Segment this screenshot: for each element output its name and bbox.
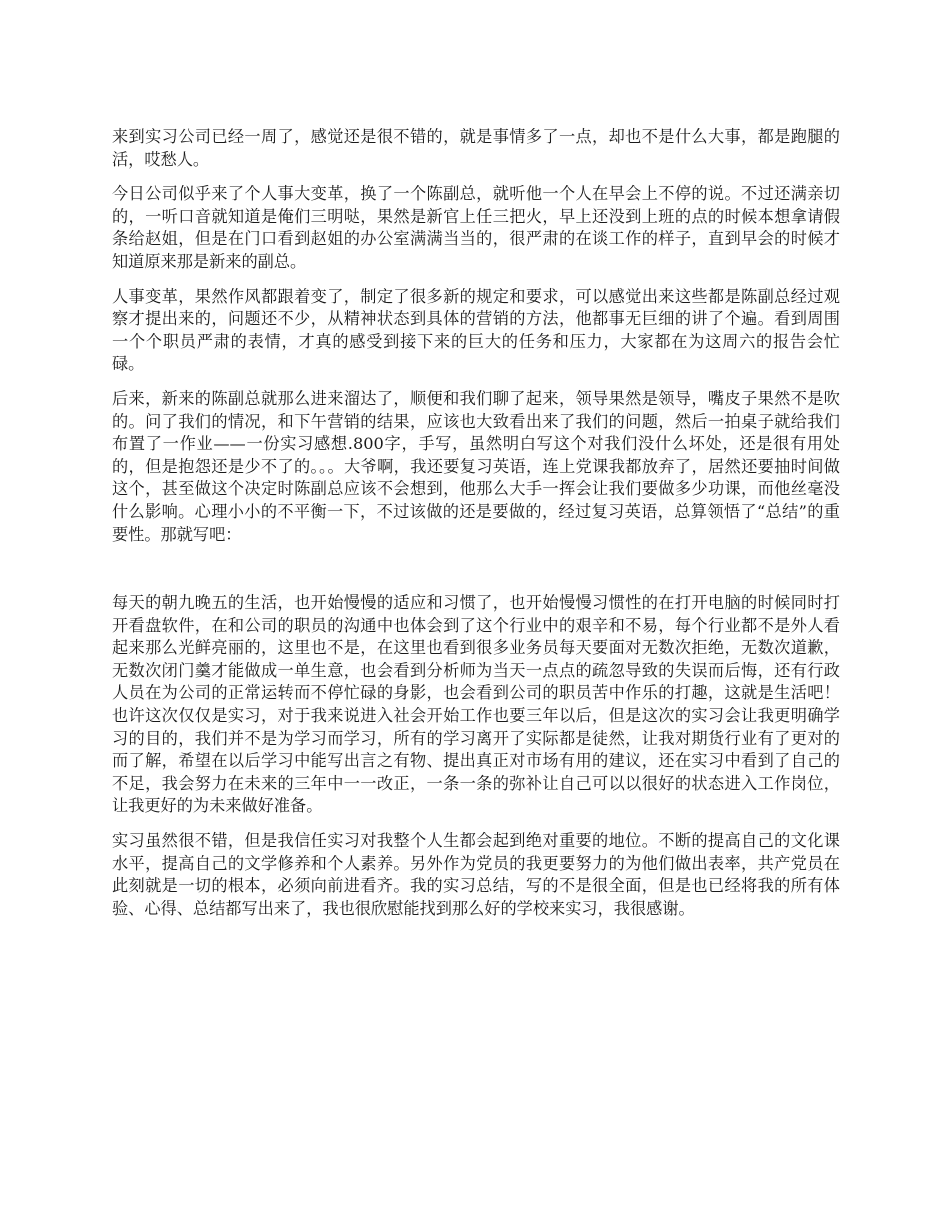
paragraph-conclusion: 实习虽然很不错，但是我信任实习对我整个人生都会起到绝对重要的地位。不断的提高自己的文化课水平，提高自己的文学修养和个人素养。另外作为党员的我更要努力的为他们做出表率，共产党员在此刻就是一切的根本，必须向前进看齐。我的实习总结，写的不是很全面，但是也已经将我的所有体验、心得、总结都写出来了，我也很欣慰能找到那么好的学校来实习，我很感谢。 (112, 831, 840, 918)
paragraph-new-vice-president: 今日公司似乎来了个人事大变革，换了一个陈副总，就听他一个人在早会上不停的说。不过还满亲切的，一听口音就知道是俺们三明哒，果然是新官上任三把火，早上还没到上班的点的时候本想拿请假条给赵姐，但是在门口看到赵姐的办公室满满当当的，很严肃的在谈工作的样子，直到早会的时候才知道原来那是新来的副总。 (112, 184, 840, 271)
paragraph-daily-life: 每天的朝九晚五的生活，也开始慢慢的适应和习惯了，也开始慢慢习惯性的在打开电脑的时候同时打开看盘软件，在和公司的职员的沟通中也体会到了这个行业中的艰辛和不易，每个行业都不是外人看起来那么光鲜亮丽的，这里也不是，在这里也看到很多业务员每天要面对无数次拒绝，无数次道歉，无数次闭门羹才能做成一单生意，也会看到分析师为当天一点点的疏忽导致的失误而后悔，还有行政人员在为公司的正常运转而不停忙碌的身影，也会看到公司的职员苦中作乐的打趣，这就是生活吧！也许这次仅仅是实习，对于我来说进入社会开始工作也要三年以后，但是这次的实习会让我更明确学习的目的，我们并不是为学习而学习，所有的学习离开了实际都是徒然，让我对期货行业有了更对的而了解，希望在以后学习中能写出言之有物、提出真正对市场有用的建议，还在实习中看到了自己的不足，我会努力在未来的三年中一一改正，一条一条的弥补让自己可以以很好的状态进入工作岗位，让我更好的为未来做好准备。 (112, 593, 840, 816)
paragraph-intro: 来到实习公司已经一周了，感觉还是很不错的，就是事情多了一点，却也不是什么大事，都是跑腿的活，哎愁人。 (112, 127, 840, 169)
paragraph-personnel-change: 人事变革，果然作风都跟着变了，制定了很多新的规定和要求，可以感觉出来这些都是陈副总经过观察才提出来的，问题还不少，从精神状态到具体的营销的方法，他都事无巨细的讲了个遍。看到周围一个个职员严肃的表情，才真的感受到接下来的巨大的任务和压力，大家都在为这周六的报告会忙碌。 (112, 286, 840, 374)
paragraph-assignment: 后来，新来的陈副总就那么进来溜达了，顺便和我们聊了起来，领导果然是领导，嘴皮子果然不是吹的。问了我们的情况，和下午营销的结果，应该也大致看出来了我们的问题，然后一拍桌子就给我们布置了一作业——一份实习感想.800字，手写，虽然明白写这个对我们没什么坏处，还是很有用处的，但是抱怨还是少不了的。。。大爷啊，我还要复习英语，连上党课我都放弃了，居然还要抽时间做这个，甚至做这个决定时陈副总应该不会想到，他那么大手一挥会让我们要做多少功课，而他丝毫没什么影响。心理小小的不平衡一下，不过该做的还是要做的，经过复习英语，总算领悟了“总结”的重要性。那就写吧： (112, 388, 840, 544)
document-body (112, 126, 840, 932)
